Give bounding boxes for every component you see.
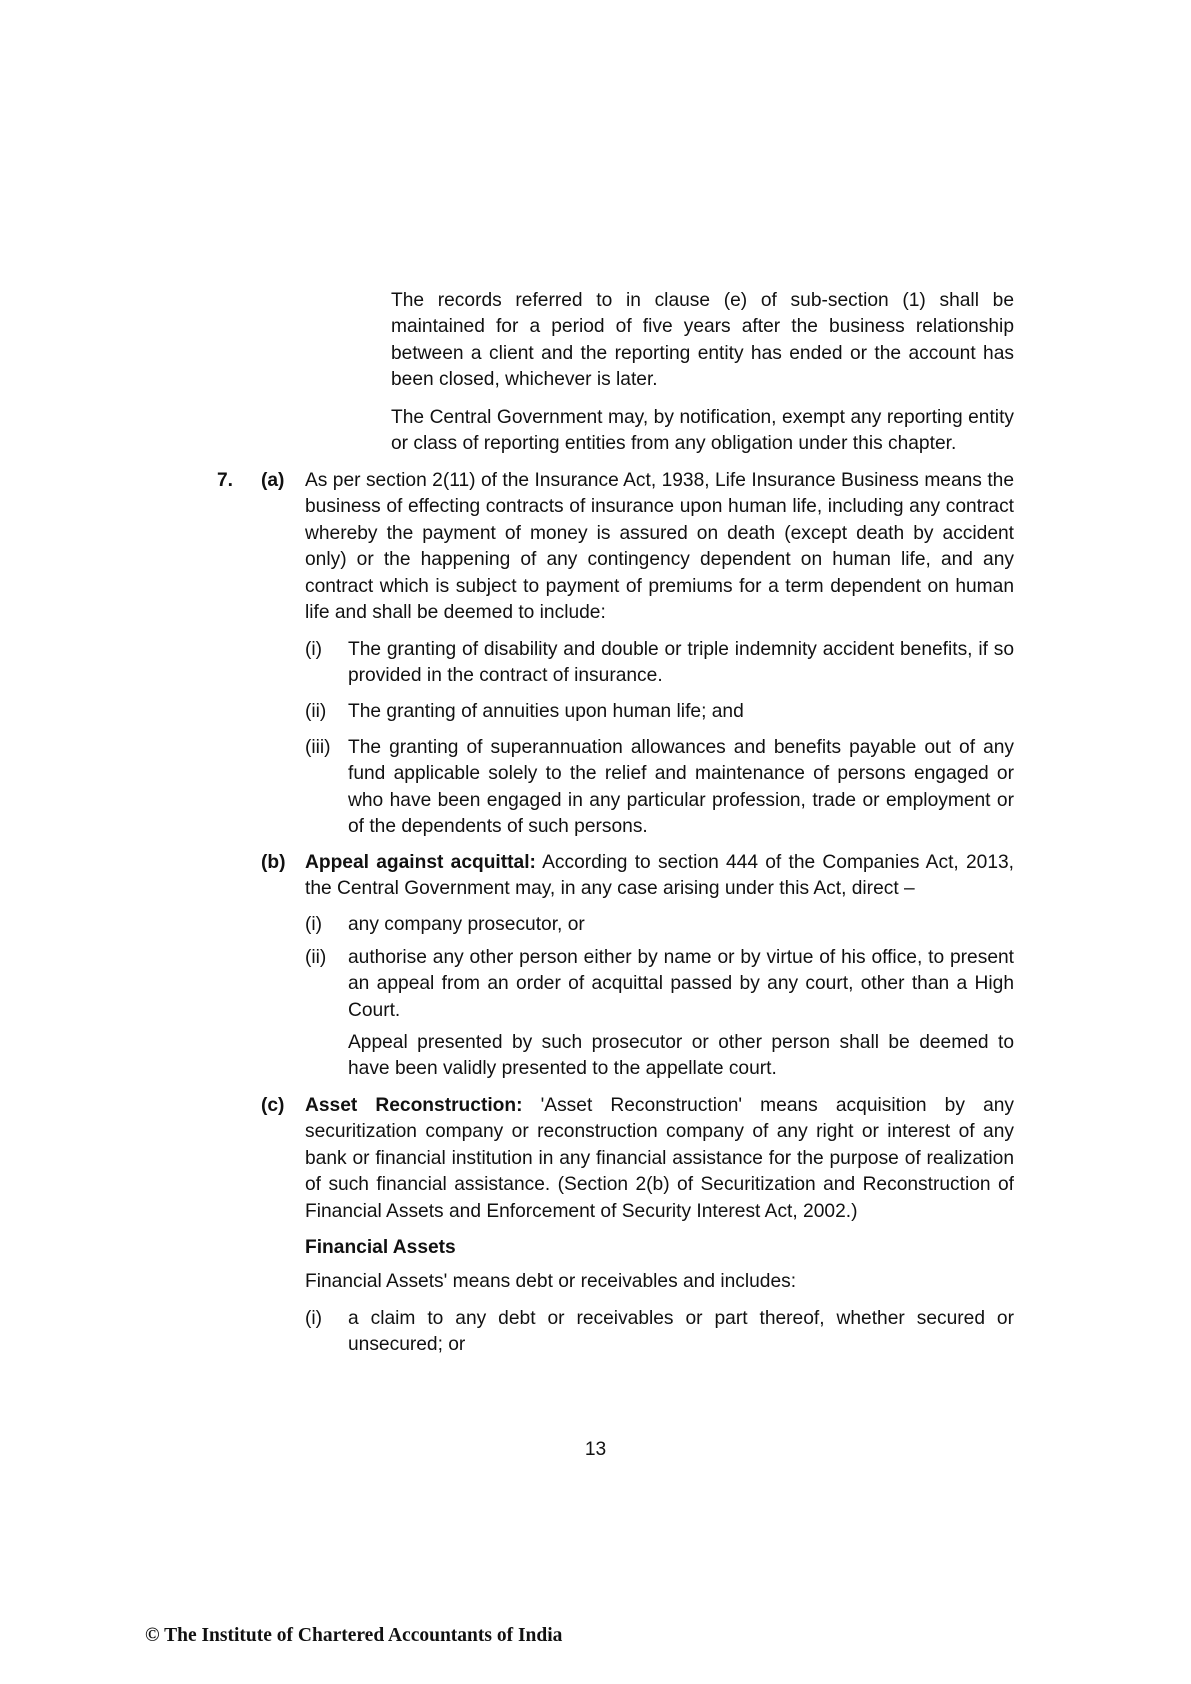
part-a-item-3-text: The granting of superannuation allowances and benefits payable out of any fund applicable solely to the relief and maintenance of persons engaged or who have been engaged in any particular profession, trade or employment or of the dependents of such persons. xyxy=(348,737,1014,838)
part-b-text xyxy=(305,850,1014,903)
financial-assets-definition: Financial Assets' means debt or receivables and includes: xyxy=(305,1271,797,1292)
financial-assets-heading: Financial Assets xyxy=(305,1237,456,1258)
part-b-item-2-text: authorise any other person either by name or by virtue of his office, to present an appeal from an order of acquittal passed by any court, other than a High Court. xyxy=(348,947,1014,1021)
part-c-item-1-text: a claim to any debt or receivables or part thereof, whether secured or unsecured; or xyxy=(348,1308,1014,1356)
part-b-note: Appeal presented by such prosecutor or other person shall be deemed to have been validly presented to the appellate court. xyxy=(348,1032,1014,1080)
part-b-item-1-label: (i) xyxy=(305,914,323,935)
part-c-heading: Asset Reconstruction: xyxy=(305,1095,523,1116)
page-number: 13 xyxy=(584,1439,607,1460)
part-c-text xyxy=(305,1093,1014,1225)
part-c-item-1-label: (i) xyxy=(305,1308,323,1329)
part-b-item-2-label: (ii) xyxy=(305,947,327,968)
part-a-item-1-text: The granting of disability and double or triple indemnity accident benefits, if so provided in the contract of insurance. xyxy=(348,639,1014,687)
intro-paragraph-2: The Central Government may, by notification, exempt any reporting entity or class of reporting entities from any obligation under this chapter. xyxy=(391,407,1014,455)
question-number: 7. xyxy=(217,470,234,491)
part-a-item-2-text: The granting of annuities upon human life; and xyxy=(348,701,744,722)
part-a-item-3-label: (iii) xyxy=(305,737,331,758)
part-b-label: (b) xyxy=(261,852,286,873)
part-c-label: (c) xyxy=(261,1095,285,1116)
part-a-text: As per section 2(11) of the Insurance Act, 1938, Life Insurance Business means the business of effecting contracts of insurance upon human life, including any contract whereby the payment of money is assured on death (except death by accident only) or the happening of any contingency dependent on human life, and any contract which is subject to payment of premiums for a term dependent on human life and shall be deemed to include: xyxy=(305,470,1014,624)
part-a-item-1-label: (i) xyxy=(305,639,323,660)
part-a-label: (a) xyxy=(261,470,285,491)
copyright-footer: © The Institute of Chartered Accountants of India xyxy=(145,1625,563,1646)
part-a-item-2-label: (ii) xyxy=(305,701,327,722)
part-c-body: 'Asset Reconstruction' means acquisition by any securitization company or reconstruction company of any right or interest of any bank or financial institution in any financial assistance for the purpose of realization of such financial assistance. (Section 2(b) of Securitization and Reconstruction of Financial Assets and Enforcement of Security Interest Act, 2002.) xyxy=(305,1095,1015,1222)
part-b-heading: Appeal against acquittal: xyxy=(305,852,536,873)
intro-paragraph-1: The records referred to in clause (e) of sub-section (1) shall be maintained for a period of five years after the business relationship between a client and the reporting entity has ended or the account has been closed, whichever is later. xyxy=(391,290,1014,391)
part-b-body: According to section 444 of the Companies Act, 2013, the Central Government may, in any case arising under this Act, direct – xyxy=(305,852,1014,900)
part-b-item-1-text: any company prosecutor, or xyxy=(348,914,585,935)
